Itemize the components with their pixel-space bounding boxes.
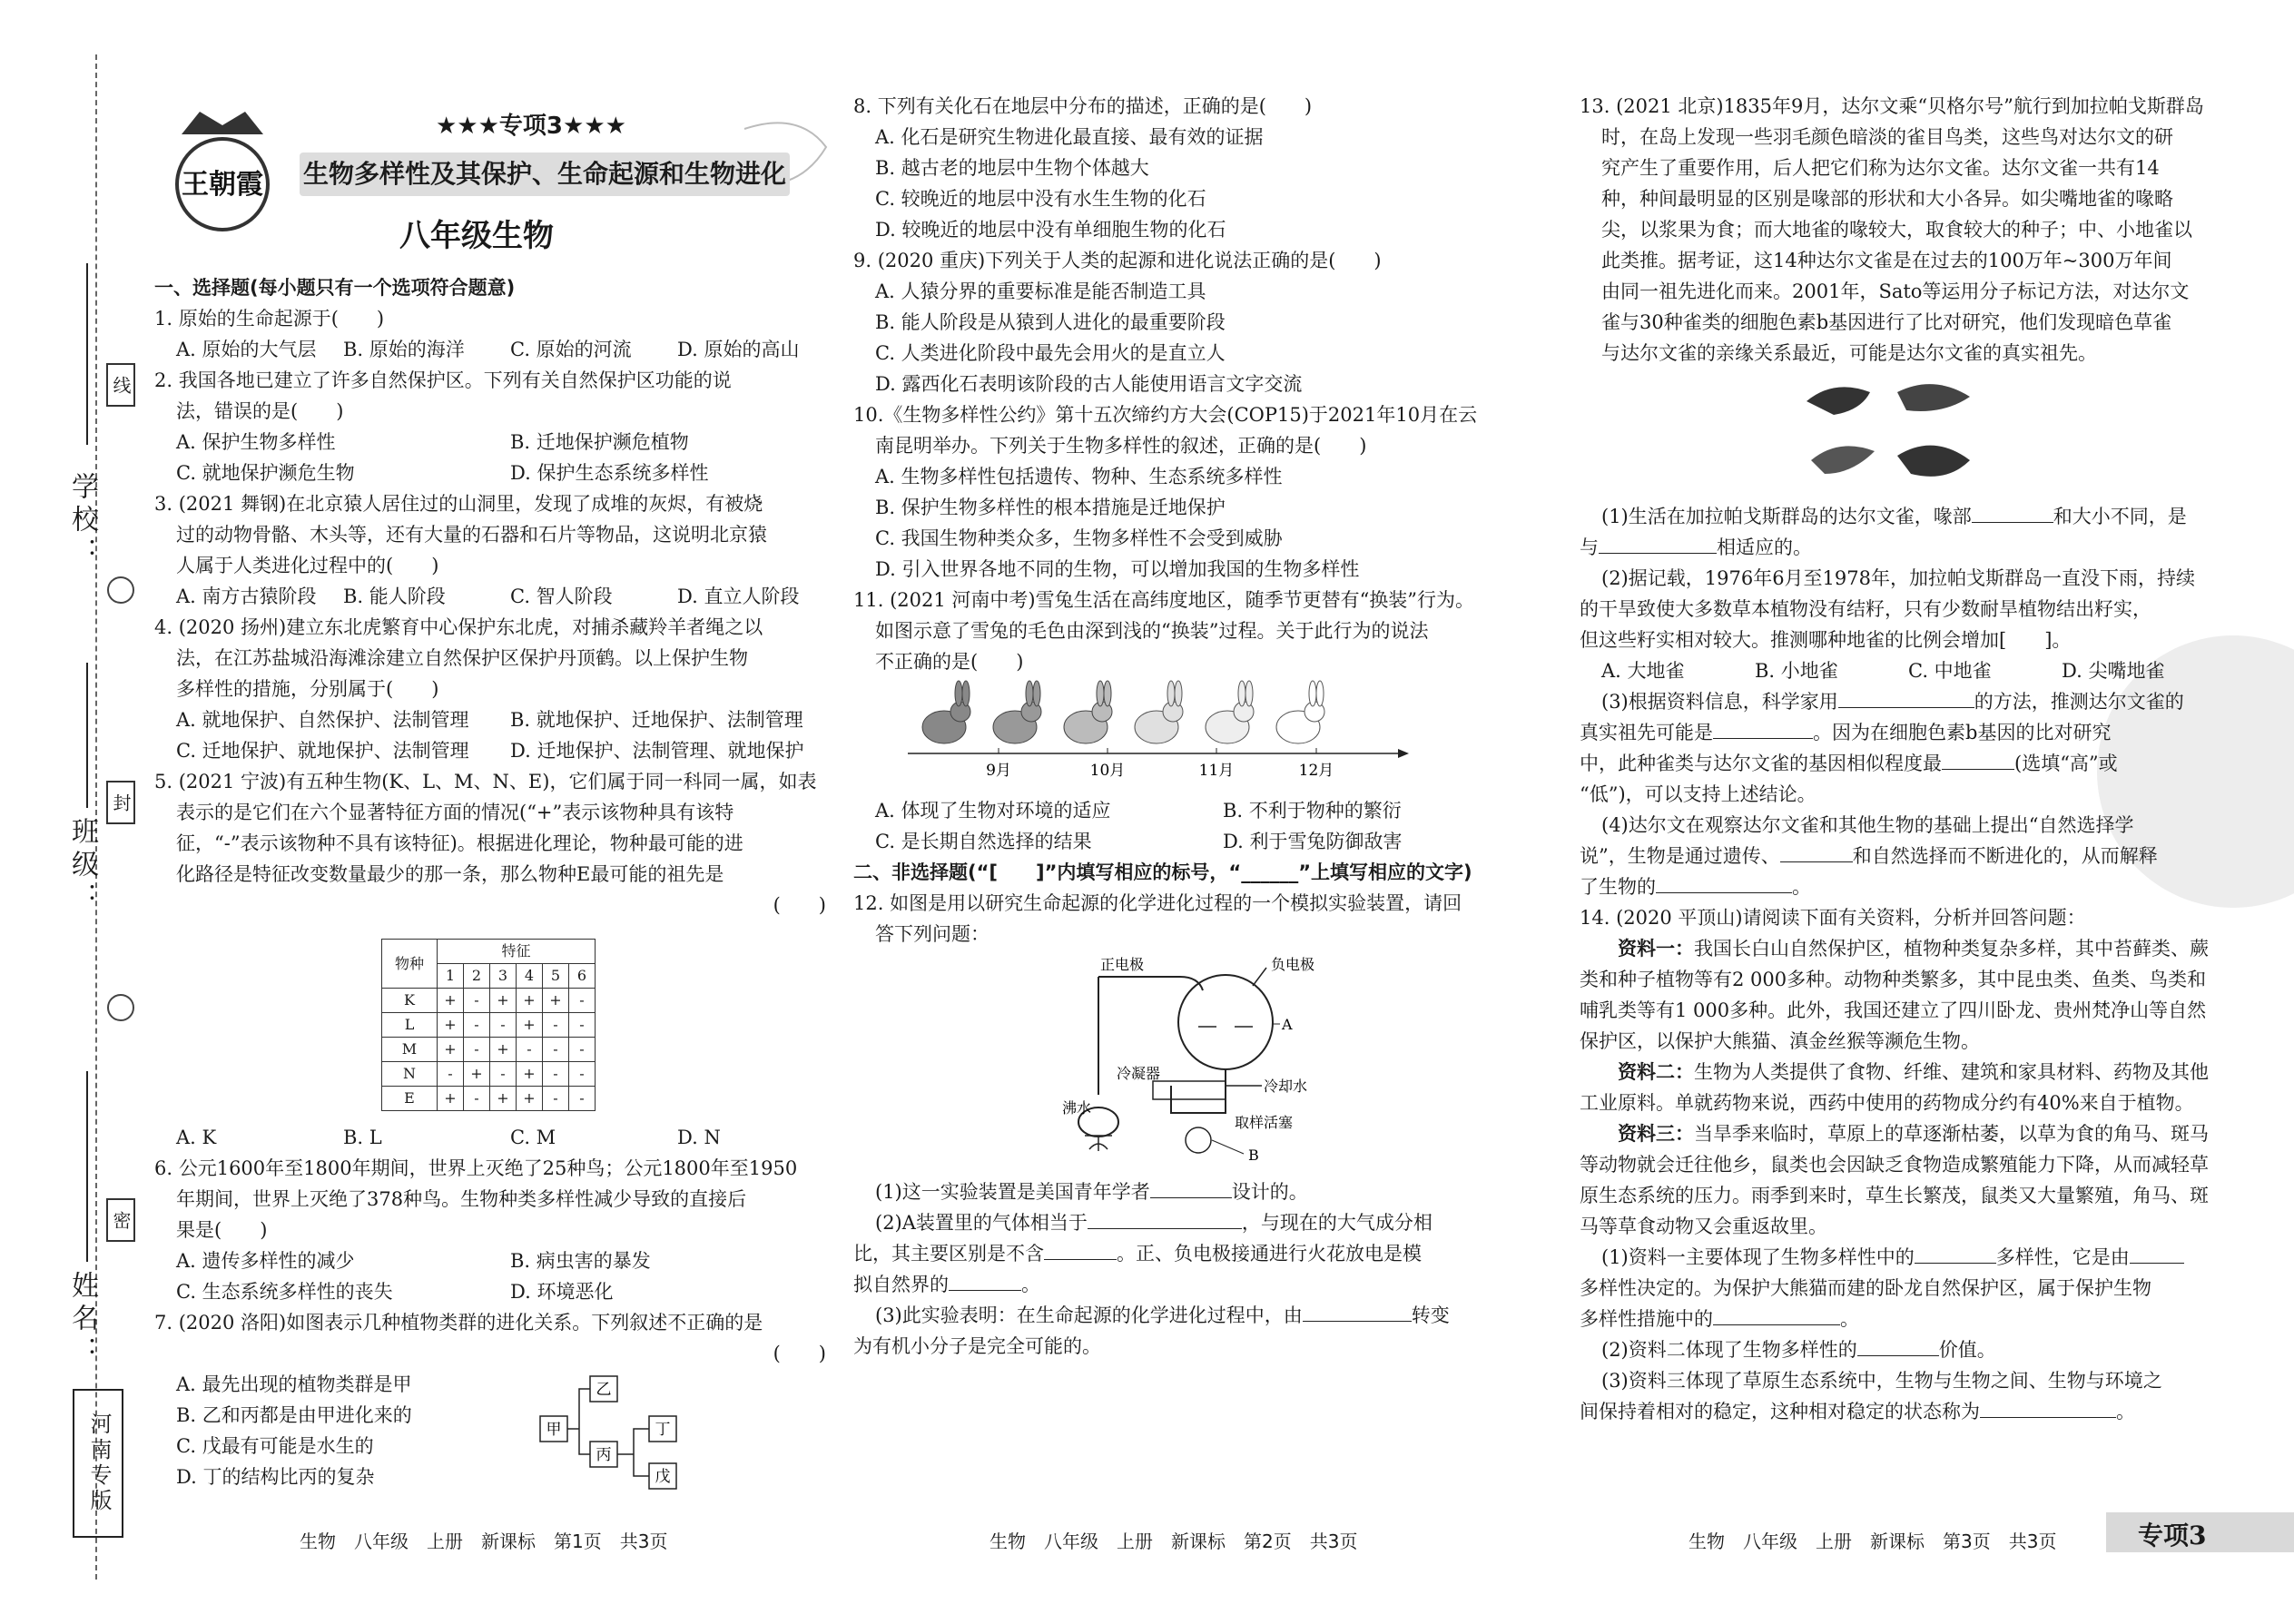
question-stem: 雀与30种雀类的细胞色素b基因进行了比对研究，他们发现暗色草雀	[1601, 311, 2172, 333]
tree-node-jia: 甲	[546, 1421, 562, 1439]
question-stem: 表示的是它们在六个显著特征方面的情况(“+”表示该物种具有该特	[176, 802, 734, 823]
tree-node-ding: 丁	[655, 1421, 671, 1439]
answer-blank[interactable]	[1150, 1177, 1232, 1198]
sub-question: “低”)，可以支持上述结论。	[1580, 783, 1816, 805]
material-3	[1580, 1118, 2215, 1242]
table-cell: -	[464, 1013, 490, 1038]
miller-experiment-diagram	[1062, 950, 1371, 1167]
sub-text: (1)生活在加拉帕戈斯群岛的达尔文雀，喙部	[1601, 506, 1972, 527]
corner-topic-label: 专项3	[2138, 1521, 2207, 1550]
table-row	[382, 1087, 596, 1111]
sub-question: (3)资料三体现了草原生态系统中，生物与生物之间、生物与环境之	[1601, 1370, 2162, 1392]
question-stem: 果是( )	[176, 1219, 268, 1241]
option[interactable]: D. 保护生态系统多样性	[510, 462, 709, 484]
sub-question: 但这些籽实相对较大。推测哪种地雀的比例会增加[ ]。	[1580, 629, 2072, 651]
table-cell: -	[569, 989, 596, 1013]
option[interactable]: C. 我国生物种类众多，生物多样性不会受到威胁	[875, 527, 1283, 549]
species-name: L	[382, 1013, 438, 1038]
column-3	[1580, 91, 2215, 1427]
trait-number: 6	[569, 964, 596, 989]
table-cell: +	[517, 989, 543, 1013]
option[interactable]: A. 保护生物多样性	[176, 431, 336, 453]
material-title: 资料一：	[1618, 937, 1694, 960]
material-1	[1580, 933, 2215, 1057]
sub-question: 多样性决定的。为保护大熊猫而建的卧龙自然保护区，属于保护生物	[1580, 1277, 2151, 1299]
question-stem: 1. 原始的生命起源于( )	[154, 308, 385, 330]
option[interactable]: B. 能人阶段	[343, 586, 446, 607]
sub-text: 转变	[1411, 1304, 1450, 1326]
page-footer: 生物 八年级 上册 新课标 第3页 共3页	[1689, 1530, 2057, 1552]
sub-question	[853, 1207, 1570, 1238]
options	[154, 458, 844, 488]
label-negative-electrode: 负电极	[1271, 956, 1315, 973]
table-cell: +	[438, 1087, 464, 1111]
table-cell: +	[490, 1038, 517, 1062]
options	[154, 735, 844, 766]
question-stem: 种，种间最明显的区别是喙部的形状和大小各异。如尖嘴地雀的喙略	[1601, 188, 2173, 210]
question-stem: 9. (2020 重庆)下列关于人类的起源和进化说法正确的是( )	[853, 250, 1382, 271]
table-cell: +	[543, 989, 569, 1013]
option[interactable]: C. 人类进化阶段中最先会用火的是直立人	[875, 342, 1226, 364]
sub-text: 真实祖先可能是	[1580, 722, 1713, 743]
seal-circle	[107, 576, 134, 604]
sub-text: 。因为在细胞色素b基因的比对研究	[1813, 722, 2112, 743]
sub-text: 中，此种雀类与达尔文雀的基因相似程度最	[1580, 753, 1942, 774]
answer-blank[interactable]	[1942, 749, 2014, 770]
table-cell: -	[543, 1062, 569, 1087]
table-cell: -	[464, 989, 490, 1013]
option[interactable]: B. 越古老的地层中生物个体越大	[875, 157, 1149, 179]
answer-blank[interactable]	[1915, 1243, 1996, 1264]
sub-text: (2)资料二体现了生物多样性的	[1601, 1339, 1857, 1361]
school-label: 学校：	[66, 472, 98, 570]
question-stem: 此类推。据考证，这14种达尔文雀是在过去的100万年~300万年间	[1601, 250, 2172, 271]
option[interactable]: B. 就地保护、迁地保护、法制管理	[510, 709, 803, 731]
sub-question	[1580, 501, 2215, 532]
table-cell: +	[517, 1062, 543, 1087]
sub-text: 相适应的。	[1717, 536, 1812, 558]
table-cell: +	[490, 989, 517, 1013]
table-cell: +	[464, 1062, 490, 1087]
sub-question	[1580, 748, 2215, 779]
material-text: 生物为人类提供了食物、纤维、建筑和家具材料、药物及其他工业原料。单就药物来说，西药中使用的药物成分约有40%来自于植物。	[1580, 1061, 2209, 1114]
table-cell: -	[490, 1062, 517, 1087]
trait-number: 3	[490, 964, 517, 989]
trait-number: 1	[438, 964, 464, 989]
sub-question: 为有机小分子是完全可能的。	[853, 1335, 1101, 1357]
label-sampling-valve: 取样活塞	[1235, 1114, 1294, 1131]
topic-number: ★★★专项3★★★	[436, 113, 626, 140]
school-blank	[86, 263, 88, 445]
page-footer: 生物 八年级 上册 新课标 第1页 共3页	[300, 1530, 668, 1552]
question-stem: 3. (2021 舞钢)在北京猿人居住过的山洞里，发现了成堆的灰烬，有被烧	[154, 493, 763, 515]
question-stem: 南昆明举办。下列关于生物多样性的叙述，正确的是( )	[875, 435, 1367, 457]
table-cell: -	[569, 1038, 596, 1062]
logo-text: 王朝霞	[182, 169, 263, 201]
sub-question	[853, 1269, 1570, 1300]
answer-paren: ( )	[773, 894, 826, 916]
question-stem: 多样性的措施，分别属于( )	[176, 678, 439, 700]
section-heading: 一、选择题(每小题只有一个选项符合题意)	[154, 277, 516, 299]
options	[154, 1276, 844, 1307]
option[interactable]: D. 利于雪兔防御敌害	[1223, 831, 1403, 852]
question-stem: 过的动物骨骼、木头等，还有大量的石器和石片等物品，这说明北京猿	[176, 524, 767, 546]
option[interactable]: D. 直立人阶段	[677, 586, 800, 607]
tree-node-yi: 乙	[596, 1381, 612, 1399]
month-label: 11月	[1198, 762, 1235, 780]
option[interactable]: A. 遗传多样性的减少	[176, 1250, 355, 1272]
question-stem: 由同一祖先进化而来。2001年，Sato等运用分子标记方法，对达尔文	[1601, 281, 2190, 302]
month-label: 9月	[986, 762, 1011, 780]
table-cell: -	[569, 1013, 596, 1038]
sub-text: 。正、负电极接通进行火花放电是模	[1117, 1243, 1422, 1265]
table-row	[382, 989, 596, 1013]
material-2	[1580, 1057, 2215, 1118]
options	[853, 826, 1570, 857]
option[interactable]: B. 病虫害的暴发	[510, 1250, 651, 1272]
name-blank	[86, 1071, 88, 1262]
option[interactable]: A. 人猿分界的重要标准是能否制造工具	[875, 281, 1206, 302]
sub-text: (1)这一实验装置是美国青年学者	[875, 1181, 1150, 1203]
sub-question	[1580, 1334, 2215, 1365]
table-cell: -	[543, 1038, 569, 1062]
answer-paren: ( )	[773, 1343, 826, 1364]
month-label: 12月	[1298, 762, 1334, 780]
seal-circle	[107, 994, 134, 1021]
question-stem: 2. 我国各地已建立了许多自然保护区。下列有关自然保护区功能的说	[154, 369, 732, 391]
finch-beaks-image	[1797, 374, 1979, 492]
answer-blank[interactable]	[1780, 842, 1853, 862]
label-b: B	[1248, 1147, 1259, 1164]
sub-text: 间保持着相对的稳定，这种相对稳定的状态称为	[1580, 1401, 1980, 1422]
option[interactable]: A. 体现了生物对环境的适应	[875, 800, 1111, 822]
table-cell: -	[543, 1013, 569, 1038]
tree-node-wu: 戊	[655, 1468, 671, 1486]
question-stem: 答下列问题：	[875, 923, 989, 945]
sub-text: 与	[1580, 536, 1599, 558]
table-cell: +	[490, 1087, 517, 1111]
hare-dark	[922, 681, 970, 743]
table-cell: -	[569, 1087, 596, 1111]
name-label: 姓名：	[66, 1271, 98, 1369]
options	[154, 581, 844, 612]
grade-title: 八年级生物	[399, 218, 554, 254]
question-stem: 法，错误的是( )	[176, 400, 344, 422]
table-cell: -	[464, 1087, 490, 1111]
question-stem: 7. (2020 洛阳)如图表示几种植物类群的进化关系。下列叙述不正确的是	[154, 1312, 763, 1334]
answer-blank[interactable]	[2130, 1243, 2184, 1264]
sub-text: 。	[1840, 1308, 1859, 1330]
species-name: M	[382, 1038, 438, 1062]
answer-blank[interactable]	[949, 1270, 1021, 1291]
sub-question: (2)据记载，1976年6月至1978年，加拉帕戈斯群岛一直没下雨，持续	[1601, 567, 2195, 589]
seal-seal-mark: 封	[106, 781, 135, 824]
sub-text: (3)根据资料信息，科学家用	[1601, 691, 1838, 713]
question-stem: 11. (2021 河南中考)雪兔生活在高纬度地区，随季节更替有“换装”行为。	[853, 589, 1475, 611]
question-stem: 法，在江苏盐城沿海滩涂建立自然保护区保护丹顶鹤。以上保护生物	[176, 647, 748, 669]
table-cell: +	[438, 1038, 464, 1062]
answer-blank[interactable]	[1088, 1208, 1242, 1229]
question-stem: 尖，以浆果为食；而大地雀的喙较大，取食较大的种子；中、小地雀以	[1601, 219, 2192, 241]
option[interactable]: A. 生物多样性包括遗传、物种、生态系统多样性	[875, 466, 1283, 487]
sub-question: (4)达尔文在观察达尔文雀和其他生物的基础上提出“自然选择学	[1601, 814, 2134, 836]
option[interactable]: C. M	[510, 1127, 556, 1148]
sub-text: 。	[1021, 1274, 1040, 1295]
answer-blank[interactable]	[1857, 1335, 1939, 1356]
question-stem: 10.《生物多样性公约》第十五次缔约方大会(COP15)于2021年10月在云	[853, 404, 1478, 426]
topic-title: 生物多样性及其保护、生命起源和生物进化	[300, 153, 790, 196]
option[interactable]: C. 较晚近的地层中没有水生生物的化石	[875, 188, 1206, 210]
sub-text: 多样性措施中的	[1580, 1308, 1713, 1330]
sub-question	[853, 1238, 1570, 1269]
options	[154, 334, 844, 365]
options	[154, 1122, 844, 1153]
species-name: N	[382, 1062, 438, 1087]
sub-text: (选填“高”或	[2014, 753, 2118, 774]
option[interactable]: C. 戊最有可能是水生的	[176, 1435, 374, 1457]
option[interactable]: D. N	[677, 1127, 721, 1148]
sub-text: 。	[1792, 876, 1811, 898]
column-2	[853, 91, 1570, 1362]
table-cell: -	[569, 1062, 596, 1087]
table-cell: +	[517, 1013, 543, 1038]
question-stem: 时，在岛上发现一些羽毛颜色暗淡的雀目鸟类，这些鸟对达尔文的研	[1601, 126, 2173, 148]
options	[1580, 655, 2215, 686]
material-title: 资料二：	[1618, 1060, 1694, 1083]
class-label: 班级：	[66, 817, 98, 915]
sub-question	[1580, 1396, 2215, 1427]
answer-blank[interactable]	[1838, 687, 1974, 708]
sub-text: (1)资料一主要体现了生物多样性中的	[1601, 1246, 1915, 1268]
option[interactable]: B. 能人阶段是从猿到人进化的最重要阶段	[875, 311, 1226, 333]
option[interactable]: A. 原始的大气层	[176, 339, 317, 360]
sub-text: 。	[2116, 1401, 2135, 1422]
table-row	[382, 1038, 596, 1062]
hare-dark	[993, 681, 1041, 743]
answer-blank[interactable]	[1972, 502, 2053, 523]
page-footer: 生物 八年级 上册 新课标 第2页 共3页	[989, 1530, 1358, 1552]
question-stem: 究产生了重要作用，后人把它们称为达尔文雀。达尔文雀一共有14	[1601, 157, 2160, 179]
option[interactable]: C. 是长期自然选择的结果	[875, 831, 1092, 852]
question-stem: 4. (2020 扬州)建立东北虎繁育中心保护东北虎，对捕杀藏羚羊者绳之以	[154, 616, 763, 638]
options	[154, 427, 844, 458]
label-cooling-water: 冷却水	[1264, 1078, 1308, 1095]
trait-table	[381, 939, 596, 1111]
answer-blank[interactable]	[1656, 872, 1792, 893]
option[interactable]: A. 大地雀	[1601, 660, 1685, 682]
option[interactable]: B. 乙和丙都是由甲进化来的	[176, 1404, 412, 1426]
trait-header: 特征	[438, 940, 596, 964]
sub-text: 和自然选择而不断进化的，从而解释	[1852, 845, 2158, 867]
trait-number: 4	[517, 964, 543, 989]
hare-mottled	[1064, 681, 1112, 743]
sub-text: 价值。	[1938, 1339, 1996, 1361]
table-cell: -	[490, 1013, 517, 1038]
option[interactable]: A. 化石是研究生物进化最直接、最有效的证据	[875, 126, 1264, 148]
species-name: E	[382, 1087, 438, 1111]
section-heading: 二、非选择题(“[ ]”内填写相应的标号，“______”上填写相应的文字)	[853, 861, 1472, 883]
option[interactable]: C. 原始的河流	[510, 339, 632, 360]
table-cell: -	[464, 1038, 490, 1062]
option[interactable]: B. 不利于物种的繁衍	[1223, 800, 1402, 822]
sub-question	[1580, 841, 2215, 871]
hare-light	[1135, 681, 1183, 743]
sub-question	[1580, 532, 2215, 563]
question-stem: 征，“-”表示该物种不具有该特征)。根据进化理论，物种最可能的进	[176, 832, 743, 854]
answer-blank[interactable]	[1713, 718, 1813, 739]
option[interactable]: D. 丁的结构比丙的复杂	[176, 1466, 375, 1488]
label-condenser: 冷凝器	[1117, 1065, 1161, 1082]
sub-text: 说”，生物是通过遗传、	[1580, 845, 1780, 867]
table-cell: +	[438, 1013, 464, 1038]
option[interactable]: C. 中地雀	[1908, 660, 1992, 682]
table-row	[382, 1013, 596, 1038]
option[interactable]: C. 迁地保护、就地保护、法制管理	[176, 740, 469, 762]
option[interactable]: D. 引入世界各地不同的生物，可以增加我国的生物多样性	[875, 558, 1360, 580]
option[interactable]: D. 迁地保护、法制管理、就地保护	[510, 740, 804, 762]
hare-white	[1276, 681, 1324, 743]
question-stem: 人属于人类进化过程中的( )	[176, 555, 439, 576]
options	[154, 1245, 844, 1276]
sub-question	[1580, 1304, 2215, 1334]
binding-margin	[0, 0, 132, 1624]
question-stem: 如图示意了雪兔的毛色由深到浅的“换装”过程。关于此行为的说法	[875, 620, 1429, 642]
q7-block	[154, 1369, 844, 1496]
label-positive-electrode: 正电极	[1100, 956, 1145, 973]
option[interactable]: D. 尖嘴地雀	[2062, 660, 2165, 682]
species-header: 物种	[382, 940, 438, 989]
table-cell: +	[438, 989, 464, 1013]
question-stem: 与达尔文雀的亲缘关系最近，可能是达尔文雀的真实祖先。	[1601, 342, 2097, 364]
table-cell: -	[517, 1038, 543, 1062]
option[interactable]: A. K	[176, 1127, 217, 1148]
sub-text: (3)此实验表明：在生命起源的化学进化过程中，由	[875, 1304, 1303, 1326]
seal-secret-mark: 密	[106, 1198, 135, 1242]
evolution-tree-diagram	[536, 1369, 690, 1496]
table-cell: +	[517, 1087, 543, 1111]
answer-blank[interactable]	[1599, 533, 1717, 554]
table-row	[382, 1062, 596, 1087]
province-tag: 河南专版	[73, 1389, 123, 1538]
option[interactable]: B. 原始的海洋	[343, 339, 465, 360]
snow-hare-molting-diagram	[908, 677, 1416, 786]
sub-text: 的方法，推测达尔文雀的	[1974, 691, 2184, 713]
option[interactable]: C. 生态系统多样性的丧失	[176, 1281, 393, 1303]
sub-text: ，与现在的大气成分相	[1241, 1212, 1433, 1234]
option[interactable]: B. 保护生物多样性的根本措施是迁地保护	[875, 497, 1226, 518]
timeline-arrow	[1398, 749, 1409, 758]
trait-number: 2	[464, 964, 490, 989]
answer-blank[interactable]	[1044, 1239, 1117, 1260]
trait-number: 5	[543, 964, 569, 989]
question-stem: 14. (2020 平顶山)请阅读下面有关资料，分析并回答问题：	[1580, 907, 2086, 929]
answer-blank[interactable]	[1980, 1397, 2116, 1418]
question-stem: 8. 下列有关化石在地层中分布的描述，正确的是( )	[853, 95, 1313, 117]
table-cell: -	[543, 1087, 569, 1111]
q7-options	[176, 1369, 412, 1492]
sub-question	[853, 1300, 1570, 1331]
answer-blank[interactable]	[1303, 1301, 1412, 1322]
sub-text: 了生物的	[1580, 876, 1656, 898]
sub-question	[1580, 686, 2215, 717]
option[interactable]: D. 露西化石表明该阶段的古人能使用语言文字交流	[875, 373, 1303, 395]
sub-question	[1580, 717, 2215, 748]
options	[154, 704, 844, 735]
seal-line-mark: 线	[106, 363, 135, 407]
sub-question: 的干旱致使大多数草本植物没有结籽，只有少数耐旱植物结出籽实，	[1580, 598, 2151, 620]
sub-question	[1580, 871, 2215, 902]
option[interactable]: D. 原始的高山	[677, 339, 800, 360]
species-name: K	[382, 989, 438, 1013]
question-stem: 化路径是特征改变数量最少的那一条，那么物种E最可能的祖先是	[176, 863, 724, 885]
option[interactable]: C. 就地保护濒危生物	[176, 462, 355, 484]
options	[853, 795, 1570, 826]
table-cell: -	[438, 1062, 464, 1087]
tree-node-bing: 丙	[596, 1446, 612, 1464]
question-stem: 13. (2021 北京)1835年9月，达尔文乘“贝格尔号”航行到加拉帕戈斯群岛	[1580, 95, 2204, 117]
question-stem: 不正确的是( )	[875, 651, 1024, 673]
answer-blank[interactable]	[1713, 1304, 1840, 1325]
hare-light	[1206, 681, 1254, 743]
sub-question	[1580, 1242, 2215, 1273]
option[interactable]: D. 环境恶化	[510, 1281, 614, 1303]
option[interactable]: B. 小地雀	[1755, 660, 1838, 682]
material-title: 资料三：	[1618, 1122, 1694, 1145]
question-stem: 12. 如图是用以研究生命起源的化学进化过程的一个模拟实验装置，请回	[853, 892, 1462, 914]
question-stem: 年期间，世界上灭绝了378种鸟。生物种类多样性减少导致的直接后	[176, 1188, 747, 1210]
option[interactable]: C. 智人阶段	[510, 586, 613, 607]
sub-text: (2)A装置里的气体相当于	[875, 1212, 1088, 1234]
column-1	[154, 154, 844, 1496]
sub-text: 比，其主要区别是不含	[853, 1243, 1044, 1265]
option[interactable]: D. 较晚近的地层中没有单细胞生物的化石	[875, 219, 1226, 241]
question-stem: 5. (2021 宁波)有五种生物(K、L、M、N、E)，它们属于同一科同一属，如表	[154, 771, 817, 792]
sub-text: 多样性，它是由	[1995, 1246, 2130, 1268]
sub-text: 拟自然界的	[853, 1274, 949, 1295]
option[interactable]: B. 迁地保护濒危植物	[510, 431, 689, 453]
material-text: 我国长白山自然保护区，植物种类复杂多样，其中苔藓类、蕨类和种子植物等有2 000多种。动物种类繁多，其中昆虫类、鱼类、鸟类和哺乳类等有1 000多种。此外，我国还建立了四川卧龙、贵州梵净山等自然保护区，以保护大熊猫、滇金丝猴等濒危生物。	[1580, 938, 2209, 1052]
label-boiling-water: 沸水	[1062, 1099, 1092, 1117]
label-a: A	[1282, 1016, 1293, 1033]
option[interactable]: A. 南方古猿阶段	[176, 586, 317, 607]
sub-text: 设计的。	[1231, 1181, 1308, 1203]
option[interactable]: A. 就地保护、自然保护、法制管理	[176, 709, 469, 731]
material-text: 当旱季来临时，草原上的草逐渐枯萎，以草为食的角马、斑马等动物就会迁往他乡，鼠类也会因缺乏食物造成繁殖能力下降，从而减轻草原生态系统的压力。雨季到来时，草生长繁茂，鼠类又大量繁殖，角马、斑马等草食动物又会重返故里。	[1580, 1123, 2209, 1237]
option[interactable]: A. 最先出现的植物类群是甲	[176, 1373, 412, 1395]
option[interactable]: B. L	[343, 1127, 382, 1148]
sub-text: 和大小不同，是	[2053, 506, 2187, 527]
sub-question	[853, 1176, 1570, 1207]
question-stem: 6. 公元1600年至1800年期间，世界上灭绝了25种鸟；公元1800年至1950	[154, 1157, 798, 1179]
month-label: 10月	[1089, 762, 1126, 780]
class-blank	[86, 663, 88, 808]
